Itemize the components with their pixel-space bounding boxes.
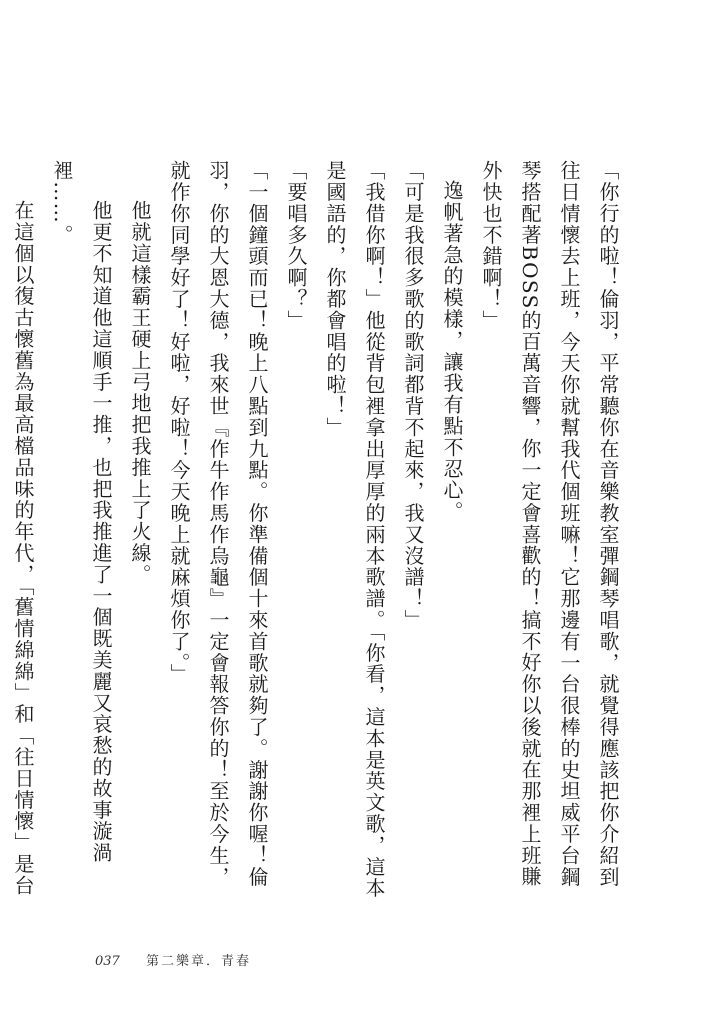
paragraph-3: 「可是我很多歌的歌詞都背不起來，我又沒譜！」: [401, 160, 425, 631]
chapter-title: 第二樂章．青春: [145, 954, 251, 969]
paragraph-6: 「一個鐘頭而已！晚上八點到九點。你準備個十來首歌就夠了。謝謝你喔！倫羽，你的大恩大德，我來世『作牛作馬作烏龜』一定會報答你的！至於今生，就作你同學好了！好啦，好啦！今天晚上就麻煩你了。」: [167, 160, 269, 888]
paragraph-1: 「你行的啦！倫羽，平常聽你在音樂教室彈鋼琴唱歌，就覺得應該把你介紹到往日情懷去上班，今天你就幫我代個班嘛！它那邊有一台很棒的史坦威平台鋼琴搭配著BOSS的百萬音響，你一定會喜歡的！搞不好你以後就在那裡上班賺外快也不錯啊！」: [479, 160, 620, 888]
paragraph-2: 逸帆著急的模樣，讓我有點不忍心。: [440, 180, 464, 523]
paragraph-9: 在這個以復古懷舊為最高檔品味的年代，「舊情綿綿」和「往日情懷」是台: [11, 200, 35, 897]
paragraph-7: 他就這樣霸王硬上弓地把我推上了火線。: [128, 200, 152, 586]
page-number: 037: [95, 954, 120, 969]
paragraph-4: 「我借你啊！」他從背包裡拿出厚厚的兩本歌譜。「你看，這本是英文歌，這本是國語的，你都會唱的啦！」: [323, 160, 386, 899]
page-footer: [95, 950, 251, 969]
paragraph-8: 他更不知道他這順手一推，也把我推進了一個既美麗又哀愁的故事漩渦裡……。: [50, 160, 113, 864]
paragraph-5: 「要唱多久啊？」: [284, 160, 308, 332]
body-text: [3, 160, 627, 900]
